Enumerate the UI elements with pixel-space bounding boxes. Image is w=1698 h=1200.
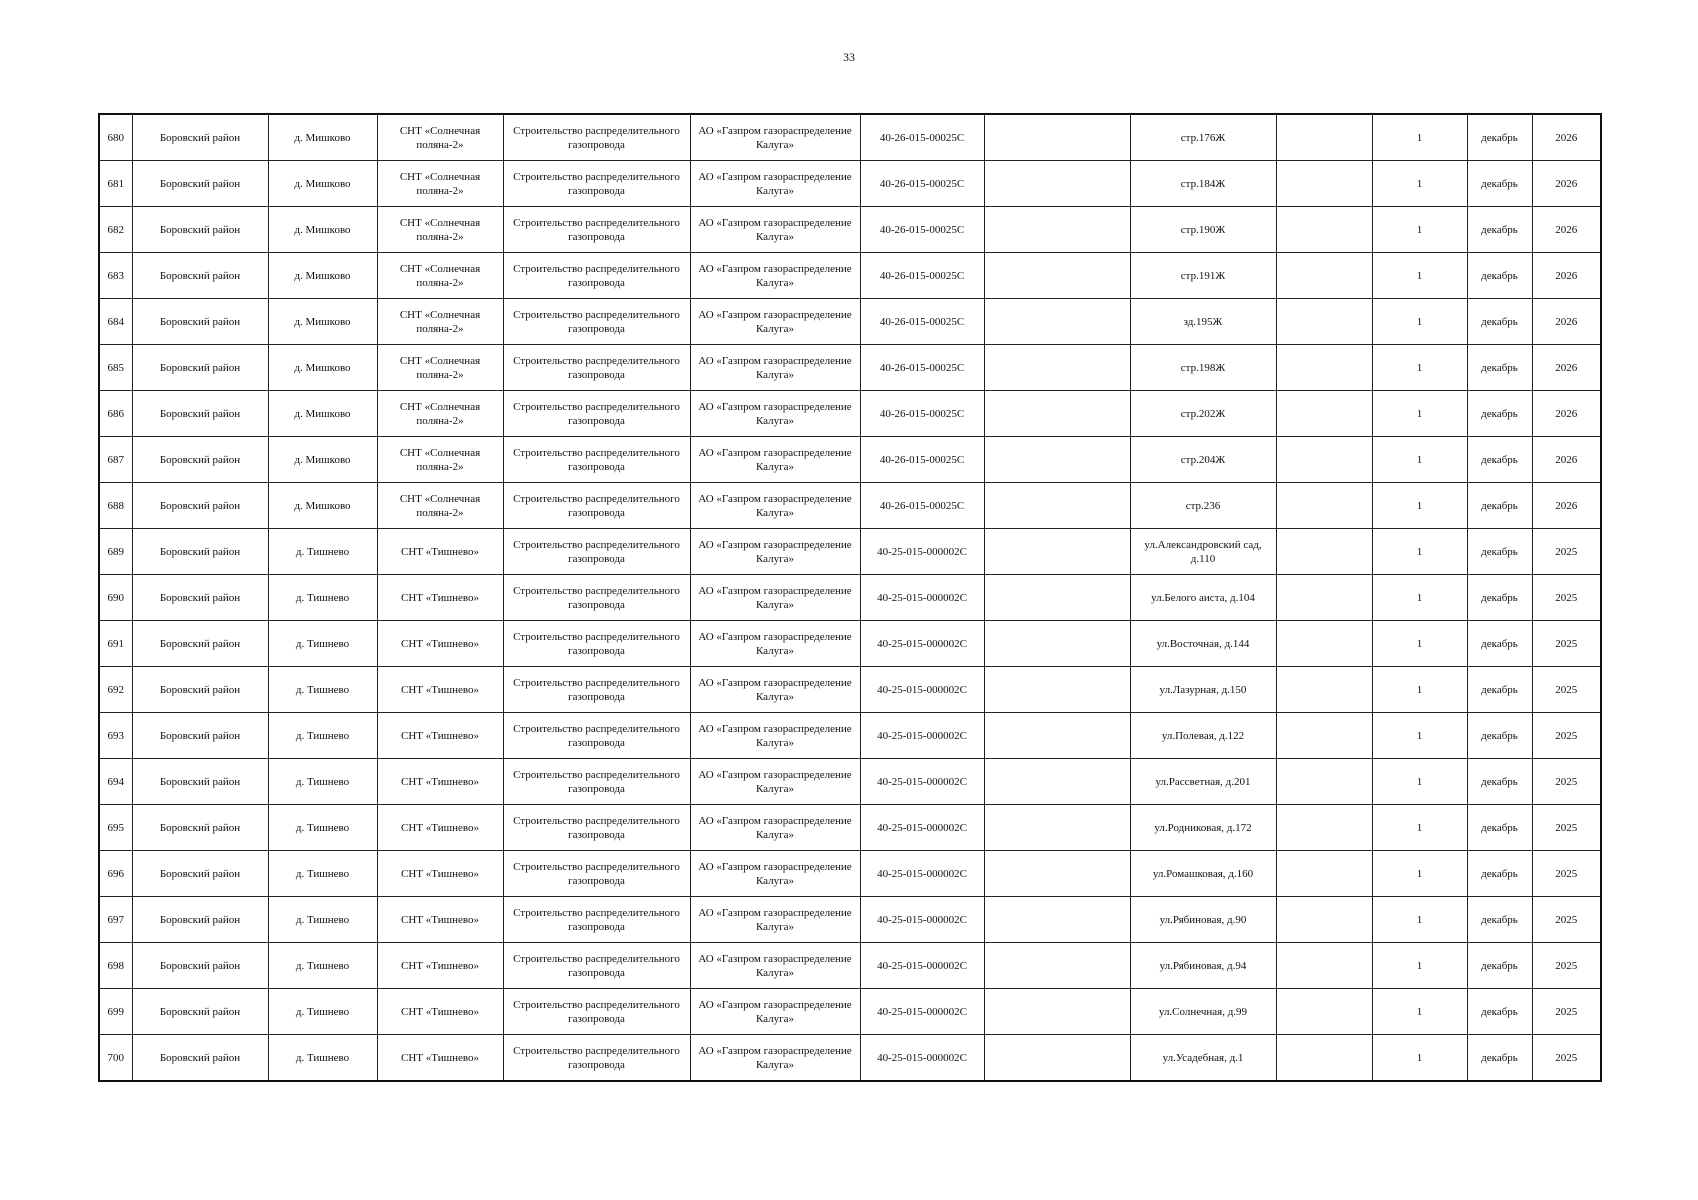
cell-snt-name: СНТ «Тишнево»: [377, 897, 503, 943]
cell-settlement: д. Мишково: [268, 437, 377, 483]
cell-address: стр.176Ж: [1130, 114, 1276, 161]
cell-project-code: 40-25-015-000002С: [860, 1035, 984, 1082]
cell-snt-name: СНТ «Тишнево»: [377, 621, 503, 667]
cell-work-type: Строительство распределительного газопровода: [503, 575, 690, 621]
cell-district: Боровский район: [132, 759, 268, 805]
cell-snt-name: СНТ «Солнечная поляна-2»: [377, 345, 503, 391]
cell-settlement: д. Мишково: [268, 483, 377, 529]
cell-work-type: Строительство распределительного газопровода: [503, 114, 690, 161]
cell-empty-cell: [984, 253, 1130, 299]
cell-settlement: д. Тишнево: [268, 621, 377, 667]
cell-organization: АО «Газпром газораспределение Калуга»: [690, 621, 860, 667]
cell-organization: АО «Газпром газораспределение Калуга»: [690, 437, 860, 483]
cell-project-code: 40-25-015-000002С: [860, 667, 984, 713]
cell-empty-cell: [984, 391, 1130, 437]
cell-year: 2026: [1532, 483, 1601, 529]
cell-empty-cell: [984, 575, 1130, 621]
cell-address: стр.198Ж: [1130, 345, 1276, 391]
cell-year: 2026: [1532, 437, 1601, 483]
table-row: [99, 207, 1601, 253]
cell-year: 2025: [1532, 943, 1601, 989]
cell-district: Боровский район: [132, 897, 268, 943]
table-row: [99, 851, 1601, 897]
cell-work-type: Строительство распределительного газопровода: [503, 161, 690, 207]
cell-address: ул.Рябиновая, д.94: [1130, 943, 1276, 989]
cell-empty-cell: [1276, 667, 1372, 713]
cell-quantity: 1: [1372, 253, 1467, 299]
cell-address: ул.Полевая, д.122: [1130, 713, 1276, 759]
cell-month: декабрь: [1467, 805, 1532, 851]
cell-district: Боровский район: [132, 391, 268, 437]
cell-organization: АО «Газпром газораспределение Калуга»: [690, 161, 860, 207]
cell-month: декабрь: [1467, 114, 1532, 161]
cell-month: декабрь: [1467, 483, 1532, 529]
cell-month: декабрь: [1467, 529, 1532, 575]
cell-settlement: д. Тишнево: [268, 851, 377, 897]
cell-project-code: 40-26-015-00025С: [860, 345, 984, 391]
cell-address: ул.Белого аиста, д.104: [1130, 575, 1276, 621]
cell-project-code: 40-25-015-000002С: [860, 575, 984, 621]
table-row: [99, 621, 1601, 667]
cell-empty-cell: [1276, 161, 1372, 207]
cell-quantity: 1: [1372, 299, 1467, 345]
table-row: [99, 575, 1601, 621]
cell-district: Боровский район: [132, 667, 268, 713]
cell-organization: АО «Газпром газораспределение Калуга»: [690, 805, 860, 851]
cell-settlement: д. Тишнево: [268, 667, 377, 713]
cell-organization: АО «Газпром газораспределение Калуга»: [690, 851, 860, 897]
cell-project-code: 40-25-015-000002С: [860, 805, 984, 851]
cell-empty-cell: [1276, 483, 1372, 529]
cell-project-code: 40-25-015-000002С: [860, 989, 984, 1035]
cell-row-number: 685: [99, 345, 132, 391]
cell-project-code: 40-26-015-00025С: [860, 114, 984, 161]
cell-empty-cell: [1276, 114, 1372, 161]
cell-month: декабрь: [1467, 1035, 1532, 1082]
cell-row-number: 697: [99, 897, 132, 943]
cell-district: Боровский район: [132, 345, 268, 391]
cell-month: декабрь: [1467, 759, 1532, 805]
cell-settlement: д. Тишнево: [268, 575, 377, 621]
cell-row-number: 696: [99, 851, 132, 897]
cell-settlement: д. Тишнево: [268, 713, 377, 759]
cell-organization: АО «Газпром газораспределение Калуга»: [690, 114, 860, 161]
cell-organization: АО «Газпром газораспределение Калуга»: [690, 897, 860, 943]
cell-month: декабрь: [1467, 161, 1532, 207]
table-row: [99, 253, 1601, 299]
cell-address: стр.236: [1130, 483, 1276, 529]
cell-month: декабрь: [1467, 713, 1532, 759]
cell-address: стр.191Ж: [1130, 253, 1276, 299]
cell-work-type: Строительство распределительного газопровода: [503, 989, 690, 1035]
cell-settlement: д. Тишнево: [268, 989, 377, 1035]
cell-month: декабрь: [1467, 299, 1532, 345]
cell-work-type: Строительство распределительного газопровода: [503, 897, 690, 943]
cell-district: Боровский район: [132, 253, 268, 299]
cell-address: ул.Солнечная, д.99: [1130, 989, 1276, 1035]
cell-empty-cell: [984, 529, 1130, 575]
cell-work-type: Строительство распределительного газопровода: [503, 943, 690, 989]
cell-empty-cell: [984, 713, 1130, 759]
cell-work-type: Строительство распределительного газопровода: [503, 529, 690, 575]
cell-empty-cell: [984, 759, 1130, 805]
cell-empty-cell: [984, 989, 1130, 1035]
cell-year: 2025: [1532, 713, 1601, 759]
cell-district: Боровский район: [132, 299, 268, 345]
cell-quantity: 1: [1372, 391, 1467, 437]
table-row: [99, 437, 1601, 483]
cell-snt-name: СНТ «Тишнево»: [377, 667, 503, 713]
table-row: [99, 805, 1601, 851]
cell-project-code: 40-26-015-00025С: [860, 253, 984, 299]
cell-district: Боровский район: [132, 114, 268, 161]
cell-year: 2026: [1532, 253, 1601, 299]
cell-empty-cell: [984, 345, 1130, 391]
cell-address: зд.195Ж: [1130, 299, 1276, 345]
cell-snt-name: СНТ «Солнечная поляна-2»: [377, 207, 503, 253]
cell-year: 2025: [1532, 1035, 1601, 1082]
cell-project-code: 40-25-015-000002С: [860, 897, 984, 943]
cell-settlement: д. Тишнево: [268, 805, 377, 851]
cell-work-type: Строительство распределительного газопровода: [503, 207, 690, 253]
cell-district: Боровский район: [132, 989, 268, 1035]
cell-address: ул.Рассветная, д.201: [1130, 759, 1276, 805]
cell-quantity: 1: [1372, 529, 1467, 575]
cell-empty-cell: [984, 161, 1130, 207]
cell-empty-cell: [984, 483, 1130, 529]
cell-work-type: Строительство распределительного газопровода: [503, 483, 690, 529]
cell-district: Боровский район: [132, 207, 268, 253]
cell-empty-cell: [984, 437, 1130, 483]
cell-settlement: д. Мишково: [268, 391, 377, 437]
cell-work-type: Строительство распределительного газопровода: [503, 437, 690, 483]
cell-settlement: д. Тишнево: [268, 529, 377, 575]
cell-empty-cell: [984, 299, 1130, 345]
cell-row-number: 698: [99, 943, 132, 989]
cell-address: ул.Восточная, д.144: [1130, 621, 1276, 667]
cell-project-code: 40-25-015-000002С: [860, 759, 984, 805]
cell-snt-name: СНТ «Солнечная поляна-2»: [377, 483, 503, 529]
cell-snt-name: СНТ «Тишнево»: [377, 989, 503, 1035]
cell-organization: АО «Газпром газораспределение Калуга»: [690, 667, 860, 713]
cell-empty-cell: [984, 805, 1130, 851]
cell-district: Боровский район: [132, 1035, 268, 1082]
cell-quantity: 1: [1372, 667, 1467, 713]
table-row: [99, 713, 1601, 759]
cell-organization: АО «Газпром газораспределение Калуга»: [690, 989, 860, 1035]
cell-month: декабрь: [1467, 575, 1532, 621]
table-row: [99, 345, 1601, 391]
page-number: 33: [843, 50, 855, 64]
cell-quantity: 1: [1372, 161, 1467, 207]
cell-project-code: 40-26-015-00025С: [860, 391, 984, 437]
cell-snt-name: СНТ «Тишнево»: [377, 529, 503, 575]
cell-organization: АО «Газпром газораспределение Калуга»: [690, 1035, 860, 1082]
cell-project-code: 40-25-015-000002С: [860, 943, 984, 989]
cell-empty-cell: [1276, 253, 1372, 299]
cell-empty-cell: [984, 667, 1130, 713]
cell-work-type: Строительство распределительного газопровода: [503, 1035, 690, 1082]
cell-empty-cell: [984, 1035, 1130, 1082]
cell-empty-cell: [1276, 805, 1372, 851]
cell-project-code: 40-26-015-00025С: [860, 437, 984, 483]
cell-snt-name: СНТ «Тишнево»: [377, 805, 503, 851]
cell-address: стр.184Ж: [1130, 161, 1276, 207]
cell-quantity: 1: [1372, 897, 1467, 943]
cell-snt-name: СНТ «Тишнево»: [377, 851, 503, 897]
cell-row-number: 700: [99, 1035, 132, 1082]
table-row: [99, 529, 1601, 575]
cell-month: декабрь: [1467, 253, 1532, 299]
cell-project-code: 40-26-015-00025С: [860, 299, 984, 345]
cell-year: 2025: [1532, 529, 1601, 575]
cell-project-code: 40-25-015-000002С: [860, 713, 984, 759]
cell-settlement: д. Тишнево: [268, 897, 377, 943]
cell-settlement: д. Мишково: [268, 161, 377, 207]
table-row: [99, 483, 1601, 529]
table-body: [99, 114, 1601, 1081]
cell-work-type: Строительство распределительного газопровода: [503, 851, 690, 897]
cell-address: ул.Усадебная, д.1: [1130, 1035, 1276, 1082]
cell-empty-cell: [984, 943, 1130, 989]
cell-organization: АО «Газпром газораспределение Калуга»: [690, 529, 860, 575]
cell-snt-name: СНТ «Тишнево»: [377, 575, 503, 621]
cell-month: декабрь: [1467, 345, 1532, 391]
cell-quantity: 1: [1372, 713, 1467, 759]
cell-address: ул.Александровский сад, д.110: [1130, 529, 1276, 575]
cell-snt-name: СНТ «Солнечная поляна-2»: [377, 391, 503, 437]
cell-work-type: Строительство распределительного газопровода: [503, 253, 690, 299]
cell-row-number: 689: [99, 529, 132, 575]
cell-address: ул.Родниковая, д.172: [1130, 805, 1276, 851]
cell-settlement: д. Тишнево: [268, 759, 377, 805]
cell-quantity: 1: [1372, 805, 1467, 851]
cell-settlement: д. Мишково: [268, 299, 377, 345]
cell-settlement: д. Мишково: [268, 253, 377, 299]
cell-year: 2025: [1532, 805, 1601, 851]
cell-empty-cell: [984, 621, 1130, 667]
cell-snt-name: СНТ «Тишнево»: [377, 713, 503, 759]
cell-address: стр.202Ж: [1130, 391, 1276, 437]
cell-work-type: Строительство распределительного газопровода: [503, 759, 690, 805]
cell-project-code: 40-25-015-000002С: [860, 621, 984, 667]
table-row: [99, 667, 1601, 713]
cell-organization: АО «Газпром газораспределение Калуга»: [690, 299, 860, 345]
cell-settlement: д. Мишково: [268, 345, 377, 391]
table-row: [99, 391, 1601, 437]
table-row: [99, 114, 1601, 161]
cell-organization: АО «Газпром газораспределение Калуга»: [690, 345, 860, 391]
cell-project-code: 40-25-015-000002С: [860, 529, 984, 575]
cell-quantity: 1: [1372, 759, 1467, 805]
cell-month: декабрь: [1467, 391, 1532, 437]
cell-empty-cell: [1276, 989, 1372, 1035]
cell-month: декабрь: [1467, 621, 1532, 667]
cell-district: Боровский район: [132, 943, 268, 989]
cell-snt-name: СНТ «Тишнево»: [377, 1035, 503, 1082]
cell-empty-cell: [984, 207, 1130, 253]
cell-work-type: Строительство распределительного газопровода: [503, 667, 690, 713]
cell-empty-cell: [1276, 575, 1372, 621]
cell-quantity: 1: [1372, 345, 1467, 391]
cell-row-number: 681: [99, 161, 132, 207]
cell-year: 2026: [1532, 345, 1601, 391]
cell-quantity: 1: [1372, 114, 1467, 161]
cell-address: стр.190Ж: [1130, 207, 1276, 253]
cell-district: Боровский район: [132, 713, 268, 759]
cell-work-type: Строительство распределительного газопровода: [503, 713, 690, 759]
cell-empty-cell: [1276, 529, 1372, 575]
cell-year: 2025: [1532, 759, 1601, 805]
cell-district: Боровский район: [132, 851, 268, 897]
cell-empty-cell: [1276, 299, 1372, 345]
cell-empty-cell: [1276, 621, 1372, 667]
cell-row-number: 690: [99, 575, 132, 621]
cell-year: 2026: [1532, 114, 1601, 161]
cell-district: Боровский район: [132, 529, 268, 575]
cell-address: ул.Ромашковая, д.160: [1130, 851, 1276, 897]
table-row: [99, 1035, 1601, 1082]
cell-project-code: 40-26-015-00025С: [860, 483, 984, 529]
cell-organization: АО «Газпром газораспределение Калуга»: [690, 253, 860, 299]
table-row: [99, 897, 1601, 943]
cell-year: 2026: [1532, 299, 1601, 345]
cell-year: 2025: [1532, 897, 1601, 943]
table-row: [99, 759, 1601, 805]
cell-row-number: 691: [99, 621, 132, 667]
cell-district: Боровский район: [132, 437, 268, 483]
cell-row-number: 693: [99, 713, 132, 759]
cell-row-number: 686: [99, 391, 132, 437]
cell-empty-cell: [1276, 713, 1372, 759]
cell-year: 2025: [1532, 989, 1601, 1035]
cell-organization: АО «Газпром газораспределение Калуга»: [690, 759, 860, 805]
cell-empty-cell: [984, 851, 1130, 897]
cell-empty-cell: [984, 114, 1130, 161]
cell-organization: АО «Газпром газораспределение Калуга»: [690, 943, 860, 989]
cell-empty-cell: [1276, 759, 1372, 805]
cell-settlement: д. Тишнево: [268, 1035, 377, 1082]
cell-row-number: 699: [99, 989, 132, 1035]
cell-quantity: 1: [1372, 851, 1467, 897]
cell-empty-cell: [1276, 897, 1372, 943]
cell-work-type: Строительство распределительного газопровода: [503, 621, 690, 667]
cell-year: 2025: [1532, 851, 1601, 897]
cell-month: декабрь: [1467, 437, 1532, 483]
cell-month: декабрь: [1467, 989, 1532, 1035]
cell-project-code: 40-26-015-00025С: [860, 207, 984, 253]
cell-snt-name: СНТ «Солнечная поляна-2»: [377, 437, 503, 483]
cell-quantity: 1: [1372, 989, 1467, 1035]
cell-month: декабрь: [1467, 207, 1532, 253]
cell-snt-name: СНТ «Тишнево»: [377, 943, 503, 989]
cell-empty-cell: [1276, 207, 1372, 253]
cell-quantity: 1: [1372, 437, 1467, 483]
cell-district: Боровский район: [132, 621, 268, 667]
cell-row-number: 695: [99, 805, 132, 851]
cell-row-number: 688: [99, 483, 132, 529]
cell-organization: АО «Газпром газораспределение Калуга»: [690, 575, 860, 621]
cell-project-code: 40-26-015-00025С: [860, 161, 984, 207]
cell-district: Боровский район: [132, 161, 268, 207]
cell-empty-cell: [1276, 437, 1372, 483]
cell-quantity: 1: [1372, 621, 1467, 667]
cell-empty-cell: [1276, 391, 1372, 437]
cell-row-number: 680: [99, 114, 132, 161]
cell-work-type: Строительство распределительного газопровода: [503, 345, 690, 391]
cell-row-number: 684: [99, 299, 132, 345]
cell-settlement: д. Мишково: [268, 114, 377, 161]
cell-row-number: 692: [99, 667, 132, 713]
cell-quantity: 1: [1372, 483, 1467, 529]
cell-year: 2025: [1532, 667, 1601, 713]
cell-project-code: 40-25-015-000002С: [860, 851, 984, 897]
cell-settlement: д. Мишково: [268, 207, 377, 253]
cell-year: 2026: [1532, 161, 1601, 207]
cell-quantity: 1: [1372, 575, 1467, 621]
table-row: [99, 989, 1601, 1035]
cell-month: декабрь: [1467, 897, 1532, 943]
cell-organization: АО «Газпром газораспределение Калуга»: [690, 207, 860, 253]
cell-empty-cell: [1276, 943, 1372, 989]
cell-snt-name: СНТ «Солнечная поляна-2»: [377, 253, 503, 299]
cell-year: 2025: [1532, 575, 1601, 621]
cell-organization: АО «Газпром газораспределение Калуга»: [690, 713, 860, 759]
cell-snt-name: СНТ «Солнечная поляна-2»: [377, 114, 503, 161]
cell-work-type: Строительство распределительного газопровода: [503, 391, 690, 437]
cell-work-type: Строительство распределительного газопровода: [503, 299, 690, 345]
cell-row-number: 687: [99, 437, 132, 483]
cell-snt-name: СНТ «Солнечная поляна-2»: [377, 161, 503, 207]
cell-empty-cell: [1276, 1035, 1372, 1082]
table-row: [99, 161, 1601, 207]
cell-row-number: 682: [99, 207, 132, 253]
cell-year: 2026: [1532, 207, 1601, 253]
cell-empty-cell: [1276, 345, 1372, 391]
cell-month: декабрь: [1467, 667, 1532, 713]
cell-snt-name: СНТ «Солнечная поляна-2»: [377, 299, 503, 345]
cell-address: стр.204Ж: [1130, 437, 1276, 483]
cell-year: 2026: [1532, 391, 1601, 437]
cell-work-type: Строительство распределительного газопровода: [503, 805, 690, 851]
table-row: [99, 943, 1601, 989]
cell-snt-name: СНТ «Тишнево»: [377, 759, 503, 805]
cell-quantity: 1: [1372, 1035, 1467, 1082]
cell-organization: АО «Газпром газораспределение Калуга»: [690, 483, 860, 529]
cell-row-number: 694: [99, 759, 132, 805]
cell-district: Боровский район: [132, 805, 268, 851]
cell-empty-cell: [984, 897, 1130, 943]
cell-settlement: д. Тишнево: [268, 943, 377, 989]
cell-address: ул.Лазурная, д.150: [1130, 667, 1276, 713]
cell-quantity: 1: [1372, 943, 1467, 989]
gasification-registry-table: [98, 113, 1602, 1082]
cell-month: декабрь: [1467, 943, 1532, 989]
cell-row-number: 683: [99, 253, 132, 299]
cell-quantity: 1: [1372, 207, 1467, 253]
cell-district: Боровский район: [132, 483, 268, 529]
cell-address: ул.Рябиновая, д.90: [1130, 897, 1276, 943]
cell-year: 2025: [1532, 621, 1601, 667]
cell-district: Боровский район: [132, 575, 268, 621]
table-row: [99, 299, 1601, 345]
cell-empty-cell: [1276, 851, 1372, 897]
cell-organization: АО «Газпром газораспределение Калуга»: [690, 391, 860, 437]
cell-month: декабрь: [1467, 851, 1532, 897]
